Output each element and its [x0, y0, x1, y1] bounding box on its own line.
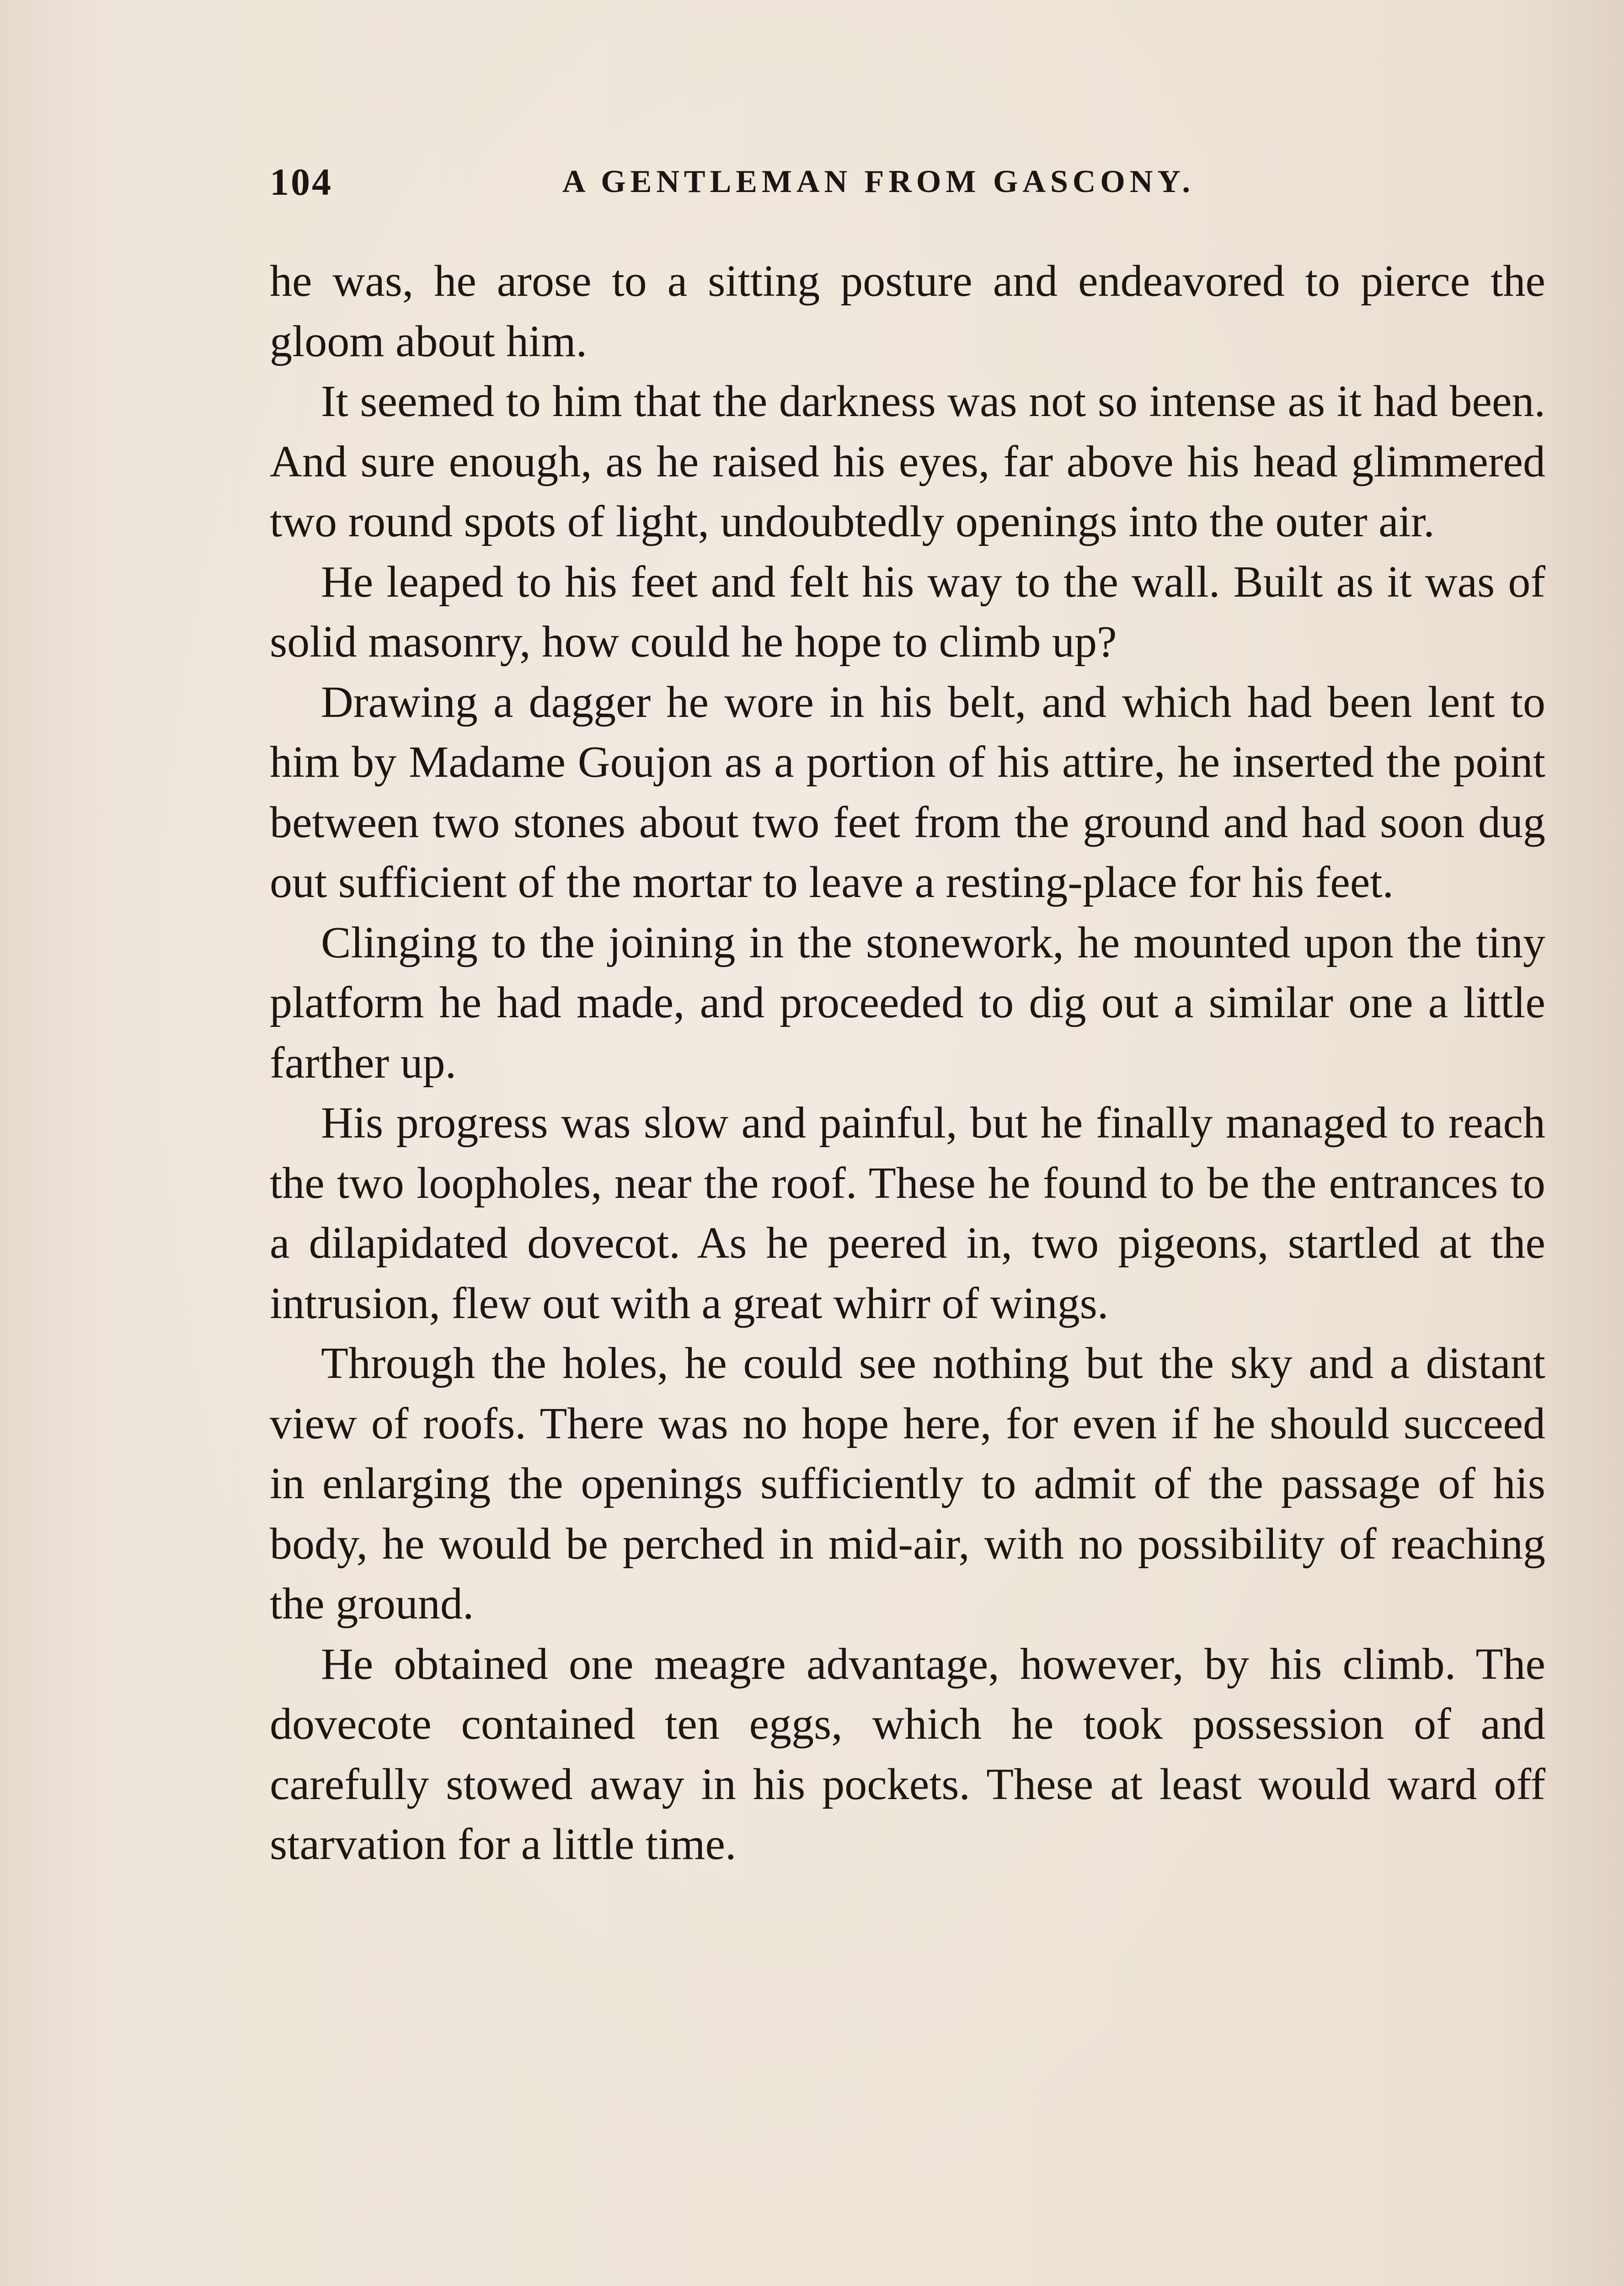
paragraph: Clinging to the joining in the stonework, he mounted upon the tiny platform he had made, and proceeded to dig out a similar one a little farther up.: [270, 918, 1545, 1088]
paragraph: He leaped to his feet and felt his way to the wall. Built as it was of solid masonry, how could he hope to climb up?: [270, 557, 1545, 667]
body-text: [270, 251, 1545, 1875]
paragraph: Through the holes, he could see nothing but the sky and a distant view of roofs. There was no hope here, for even if he should succeed in enlarging the openings sufficiently to admit of the passage of his body, he would be perched in mid-air, with no possibility of reaching the ground.: [270, 1339, 1545, 1629]
paragraph: Drawing a dagger he wore in his belt, and which had been lent to him by Madame Goujon as a portion of his attire, he inserted the point between two stones about two feet from the ground and had soon dug out sufficient of the mortar to leave a resting-place for his feet.: [270, 677, 1545, 907]
paragraph: he was, he arose to a sitting posture and endeavored to pierce the gloom about him.: [270, 256, 1545, 366]
paragraph: His progress was slow and painful, but he finally managed to reach the two loopholes, near the roof. These he found to be the entrances to a dilapidated dovecot. As he peered in, two pigeons, startled at the intrusion, flew out with a great whirr of wings.: [270, 1098, 1545, 1328]
paragraph: It seemed to him that the darkness was not so intense as it had been. And sure enough, as he raised his eyes, far above his head glimmered two round spots of light, undoubtedly openings into the outer air.: [270, 377, 1545, 546]
page-number: 104: [270, 161, 333, 203]
running-head: A GENTLEMAN FROM GASCONY.: [562, 164, 1195, 199]
paragraph: He obtained one meagre advantage, however, by his climb. The dovecote contained ten eggs, which he took possession of and carefully stowed away in his pockets. These at least would ward off starvation for a little time.: [270, 1639, 1545, 1869]
page-header: [270, 160, 1262, 210]
